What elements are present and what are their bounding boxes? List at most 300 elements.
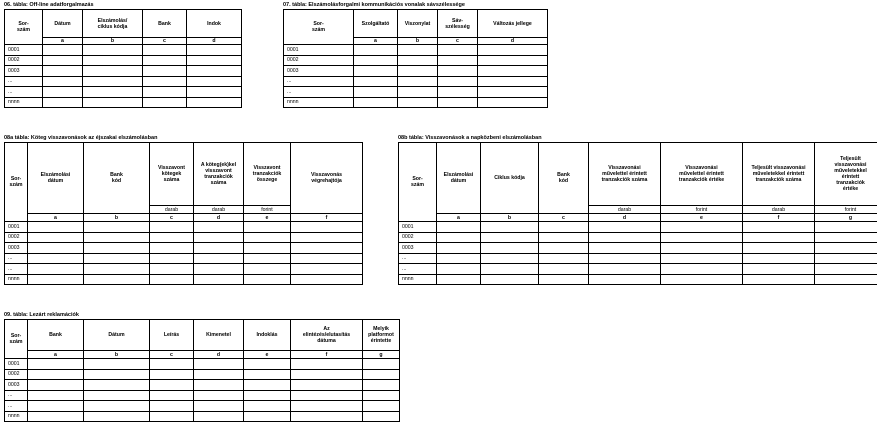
row-number: 0003	[5, 66, 43, 77]
column-header: Kimenetel	[194, 320, 244, 351]
table-row	[5, 264, 363, 275]
data-cell[interactable]	[354, 87, 398, 98]
column-letter: e	[244, 351, 291, 359]
sorszam-header: Sor- szám	[399, 143, 437, 222]
data-cell[interactable]	[84, 264, 150, 275]
data-cell[interactable]	[539, 243, 589, 254]
row-number: 0001	[5, 222, 28, 233]
table-row	[284, 66, 548, 77]
data-cell[interactable]	[438, 87, 478, 98]
row-number: ...	[5, 87, 43, 98]
data-cell[interactable]	[291, 380, 363, 391]
data-cell[interactable]	[743, 232, 815, 243]
column-header: Teljesült visszavonási műveletekkel érintett tranzakciók értéke	[815, 143, 877, 206]
column-letter: b	[84, 214, 150, 222]
table-08a-title: 08a tábla: Köteg visszavonások az éjszakai elszámolásban	[4, 135, 158, 141]
table-07-title: 07. tábla: Elszámolásforgalmi kommunikációs vonalak sávszélessége	[283, 2, 465, 8]
table-row	[284, 45, 548, 56]
data-cell[interactable]	[478, 66, 548, 77]
data-cell[interactable]	[28, 369, 84, 380]
sorszam-header: Sor- szám	[5, 143, 28, 222]
data-cell[interactable]	[437, 264, 481, 275]
row-number: ...	[399, 253, 437, 264]
row-number: ...	[5, 401, 28, 412]
table-08b-title: 08b tábla: Visszavonások a napközbeni elszámolásban	[398, 135, 542, 141]
column-letter: e	[244, 214, 291, 222]
data-cell[interactable]	[28, 390, 84, 401]
data-cell[interactable]	[43, 55, 83, 66]
table-row	[5, 66, 242, 77]
data-cell[interactable]	[363, 380, 400, 391]
data-cell[interactable]	[150, 274, 194, 285]
unit-label: darab	[194, 206, 244, 214]
data-cell[interactable]	[28, 401, 84, 412]
row-number: 0001	[399, 222, 437, 233]
data-cell[interactable]	[83, 45, 143, 56]
unit-label: forint	[661, 206, 743, 214]
data-cell[interactable]	[354, 97, 398, 108]
data-cell[interactable]	[43, 76, 83, 87]
data-cell[interactable]	[354, 45, 398, 56]
data-cell[interactable]	[187, 45, 242, 56]
column-header: Az elintézés/elutasítás dátuma	[291, 320, 363, 351]
column-letter: a	[28, 351, 84, 359]
table-row	[399, 264, 877, 275]
data-cell[interactable]	[438, 76, 478, 87]
column-letter: c	[150, 214, 194, 222]
data-cell[interactable]	[815, 243, 877, 254]
data-cell[interactable]	[478, 45, 548, 56]
row-number: nnnn	[5, 274, 28, 285]
data-cell[interactable]	[478, 76, 548, 87]
data-cell[interactable]	[83, 87, 143, 98]
data-cell[interactable]	[150, 232, 194, 243]
sorszam-header: Sor- szám	[5, 10, 43, 45]
data-cell[interactable]	[398, 66, 438, 77]
row-number: 0003	[5, 380, 28, 391]
row-number: ...	[5, 390, 28, 401]
data-cell[interactable]	[194, 380, 244, 391]
data-cell[interactable]	[83, 76, 143, 87]
column-letter: d	[194, 351, 244, 359]
data-cell[interactable]	[354, 66, 398, 77]
data-cell[interactable]	[28, 243, 84, 254]
data-cell[interactable]	[354, 76, 398, 87]
column-letter: b	[481, 214, 539, 222]
data-cell[interactable]	[539, 253, 589, 264]
data-cell[interactable]	[363, 369, 400, 380]
column-letter: a	[437, 214, 481, 222]
column-header: Bank	[28, 320, 84, 351]
table-06-title: 06. tábla: Off-line adatforgalmazás	[4, 2, 94, 8]
table-row	[284, 55, 548, 66]
data-cell[interactable]	[143, 66, 187, 77]
table-row	[399, 222, 877, 233]
data-cell[interactable]	[291, 369, 363, 380]
data-cell[interactable]	[398, 97, 438, 108]
data-cell[interactable]	[743, 222, 815, 233]
data-cell[interactable]	[84, 253, 150, 264]
column-header: A köteg(ek)kel visszavont tranzakciók száma	[194, 143, 244, 206]
column-header: Elszámolási dátum	[28, 143, 84, 214]
data-cell[interactable]	[244, 222, 291, 233]
t08b-grid	[398, 142, 877, 285]
row-number: ...	[284, 87, 354, 98]
data-cell[interactable]	[398, 45, 438, 56]
data-cell[interactable]	[143, 55, 187, 66]
column-header: Indok	[187, 10, 242, 38]
data-cell[interactable]	[244, 253, 291, 264]
data-cell[interactable]	[244, 274, 291, 285]
data-cell[interactable]	[815, 274, 877, 285]
data-cell[interactable]	[28, 222, 84, 233]
column-letter: c	[143, 38, 187, 45]
data-cell[interactable]	[43, 87, 83, 98]
row-number: 0001	[284, 45, 354, 56]
table-row	[5, 87, 242, 98]
data-cell[interactable]	[187, 66, 242, 77]
data-cell[interactable]	[28, 253, 84, 264]
unit-label: darab	[743, 206, 815, 214]
data-cell[interactable]	[244, 401, 291, 412]
data-cell[interactable]	[398, 55, 438, 66]
data-cell[interactable]	[589, 274, 661, 285]
data-cell[interactable]	[743, 274, 815, 285]
column-header: Melyik platformot érintette	[363, 320, 400, 351]
data-cell[interactable]	[28, 380, 84, 391]
row-number: 0001	[5, 359, 28, 370]
column-letter: d	[194, 214, 244, 222]
data-cell[interactable]	[194, 243, 244, 254]
column-letter: d	[589, 214, 661, 222]
column-letter: b	[83, 38, 143, 45]
table-row	[5, 274, 363, 285]
data-cell[interactable]	[539, 222, 589, 233]
row-number: ...	[284, 76, 354, 87]
column-header: Indoklás	[244, 320, 291, 351]
row-number: nnnn	[399, 274, 437, 285]
data-cell[interactable]	[28, 264, 84, 275]
column-header: Viszonylat	[398, 10, 438, 38]
t06-grid	[4, 9, 242, 108]
data-cell[interactable]	[194, 222, 244, 233]
row-number: 0003	[5, 243, 28, 254]
t08a-grid	[4, 142, 363, 285]
data-cell[interactable]	[84, 232, 150, 243]
unit-label: forint	[815, 206, 877, 214]
column-header: Visszavonás végrehajtója	[291, 143, 363, 214]
table-row	[399, 232, 877, 243]
column-header: Szolgáltató	[354, 10, 398, 38]
data-cell[interactable]	[815, 222, 877, 233]
table-row	[5, 222, 363, 233]
data-cell[interactable]	[187, 55, 242, 66]
table-row	[399, 243, 877, 254]
table-row	[5, 380, 400, 391]
row-number: 0002	[399, 232, 437, 243]
data-cell[interactable]	[187, 97, 242, 108]
data-cell[interactable]	[354, 55, 398, 66]
column-letter: a	[28, 214, 84, 222]
data-cell[interactable]	[83, 97, 143, 108]
data-cell[interactable]	[84, 380, 150, 391]
unit-label: darab	[589, 206, 661, 214]
column-letter: d	[478, 38, 548, 45]
column-header: Ciklus kódja	[481, 143, 539, 214]
table-row	[5, 55, 242, 66]
column-header: Változás jellege	[478, 10, 548, 38]
data-cell[interactable]	[291, 253, 363, 264]
column-header: Dátum	[84, 320, 150, 351]
table-row	[5, 401, 400, 412]
row-number: 0002	[284, 55, 354, 66]
column-letter: f	[291, 214, 363, 222]
data-cell[interactable]	[194, 264, 244, 275]
data-cell[interactable]	[194, 232, 244, 243]
data-cell[interactable]	[150, 222, 194, 233]
data-cell[interactable]	[187, 76, 242, 87]
data-cell[interactable]	[244, 369, 291, 380]
row-number: 0003	[284, 66, 354, 77]
data-cell[interactable]	[539, 274, 589, 285]
table-09-title: 09. tábla: Lezárt reklamációk	[4, 312, 79, 318]
column-letter: c	[150, 351, 194, 359]
column-letter: a	[354, 38, 398, 45]
data-cell[interactable]	[84, 369, 150, 380]
data-cell[interactable]	[291, 222, 363, 233]
column-letter: g	[363, 351, 400, 359]
data-cell[interactable]	[150, 243, 194, 254]
column-header: Elszámolási dátum	[437, 143, 481, 214]
data-cell[interactable]	[194, 253, 244, 264]
data-cell[interactable]	[363, 401, 400, 412]
table-row	[284, 76, 548, 87]
data-cell[interactable]	[291, 243, 363, 254]
table-row	[5, 253, 363, 264]
table-row	[5, 232, 363, 243]
data-cell[interactable]	[244, 411, 291, 422]
column-header: Bank	[143, 10, 187, 38]
row-number: ...	[399, 264, 437, 275]
data-cell[interactable]	[194, 274, 244, 285]
column-header: Dátum	[43, 10, 83, 38]
row-number: 0002	[5, 55, 43, 66]
data-cell[interactable]	[363, 411, 400, 422]
data-cell[interactable]	[743, 253, 815, 264]
data-cell[interactable]	[481, 253, 539, 264]
data-cell[interactable]	[150, 359, 194, 370]
data-cell[interactable]	[398, 76, 438, 87]
table-row	[5, 243, 363, 254]
data-cell[interactable]	[194, 411, 244, 422]
data-cell[interactable]	[291, 411, 363, 422]
data-cell[interactable]	[398, 87, 438, 98]
data-cell[interactable]	[83, 66, 143, 77]
data-cell[interactable]	[438, 55, 478, 66]
table-row	[5, 369, 400, 380]
data-cell[interactable]	[244, 232, 291, 243]
data-cell[interactable]	[661, 274, 743, 285]
data-cell[interactable]	[437, 243, 481, 254]
sorszam-header: Sor- szám	[284, 10, 354, 45]
column-letter: g	[815, 214, 877, 222]
data-cell[interactable]	[150, 369, 194, 380]
data-cell[interactable]	[150, 264, 194, 275]
row-number: ...	[5, 253, 28, 264]
data-cell[interactable]	[815, 232, 877, 243]
data-cell[interactable]	[363, 359, 400, 370]
column-header: Visszavonási művelettel érintett tranzakciók értéke	[661, 143, 743, 206]
data-cell[interactable]	[539, 232, 589, 243]
data-cell[interactable]	[743, 264, 815, 275]
column-letter: b	[84, 351, 150, 359]
data-cell[interactable]	[84, 274, 150, 285]
table-row	[399, 274, 877, 285]
data-cell[interactable]	[661, 243, 743, 254]
table-row	[5, 76, 242, 87]
data-cell[interactable]	[661, 232, 743, 243]
row-number: nnnn	[284, 97, 354, 108]
sorszam-header: Sor- szám	[5, 320, 28, 359]
data-cell[interactable]	[291, 359, 363, 370]
data-cell[interactable]	[84, 401, 150, 412]
data-cell[interactable]	[291, 264, 363, 275]
data-cell[interactable]	[244, 243, 291, 254]
data-cell[interactable]	[143, 97, 187, 108]
table-row	[5, 359, 400, 370]
data-cell[interactable]	[194, 369, 244, 380]
column-header: Leírás	[150, 320, 194, 351]
data-cell[interactable]	[661, 264, 743, 275]
data-cell[interactable]	[244, 359, 291, 370]
row-number: ...	[5, 264, 28, 275]
data-cell[interactable]	[481, 243, 539, 254]
data-cell[interactable]	[43, 66, 83, 77]
data-cell[interactable]	[28, 359, 84, 370]
row-number: nnnn	[5, 97, 43, 108]
data-cell[interactable]	[481, 264, 539, 275]
t09-grid	[4, 319, 400, 422]
column-header: Visszavont kötegek száma	[150, 143, 194, 206]
data-cell[interactable]	[244, 390, 291, 401]
data-cell[interactable]	[194, 359, 244, 370]
data-cell[interactable]	[437, 222, 481, 233]
table-row	[399, 253, 877, 264]
table-row	[5, 411, 400, 422]
row-number: 0002	[5, 232, 28, 243]
column-letter: c	[539, 214, 589, 222]
data-cell[interactable]	[291, 232, 363, 243]
data-cell[interactable]	[539, 264, 589, 275]
data-cell[interactable]	[150, 401, 194, 412]
column-header: Bank kód	[84, 143, 150, 214]
data-cell[interactable]	[478, 87, 548, 98]
data-cell[interactable]	[589, 253, 661, 264]
row-number: 0002	[5, 369, 28, 380]
data-cell[interactable]	[43, 45, 83, 56]
column-header: Teljesült visszavonási műveletekkel érintett tranzakciók száma	[743, 143, 815, 206]
data-cell[interactable]	[815, 253, 877, 264]
data-cell[interactable]	[43, 97, 83, 108]
data-cell[interactable]	[437, 232, 481, 243]
data-cell[interactable]	[661, 253, 743, 264]
data-cell[interactable]	[150, 253, 194, 264]
column-letter: f	[291, 351, 363, 359]
data-cell[interactable]	[478, 97, 548, 108]
data-cell[interactable]	[589, 222, 661, 233]
t07-grid	[283, 9, 548, 108]
row-number: 0003	[399, 243, 437, 254]
data-cell[interactable]	[437, 253, 481, 264]
data-cell[interactable]	[83, 55, 143, 66]
column-header: Visszavont tranzakciók összege	[244, 143, 291, 206]
column-letter: d	[187, 38, 242, 45]
unit-label: darab	[150, 206, 194, 214]
column-header: Elszámolás/ ciklus kódja	[83, 10, 143, 38]
data-cell[interactable]	[478, 55, 548, 66]
data-cell[interactable]	[84, 243, 150, 254]
column-letter: c	[438, 38, 478, 45]
data-cell[interactable]	[291, 274, 363, 285]
data-cell[interactable]	[481, 222, 539, 233]
data-cell[interactable]	[589, 243, 661, 254]
data-cell[interactable]	[291, 390, 363, 401]
data-cell[interactable]	[84, 411, 150, 422]
data-cell[interactable]	[437, 274, 481, 285]
data-cell[interactable]	[194, 401, 244, 412]
data-cell[interactable]	[438, 97, 478, 108]
data-cell[interactable]	[28, 411, 84, 422]
data-cell[interactable]	[28, 274, 84, 285]
data-cell[interactable]	[143, 87, 187, 98]
unit-label: forint	[244, 206, 291, 214]
data-cell[interactable]	[589, 264, 661, 275]
data-cell[interactable]	[363, 390, 400, 401]
data-cell[interactable]	[150, 390, 194, 401]
data-cell[interactable]	[244, 264, 291, 275]
data-cell[interactable]	[743, 243, 815, 254]
table-row	[284, 97, 548, 108]
table-row	[5, 97, 242, 108]
data-cell[interactable]	[661, 222, 743, 233]
data-cell[interactable]	[84, 359, 150, 370]
data-cell[interactable]	[481, 232, 539, 243]
data-cell[interactable]	[143, 76, 187, 87]
table-row	[284, 87, 548, 98]
data-cell[interactable]	[28, 232, 84, 243]
data-cell[interactable]	[187, 87, 242, 98]
data-cell[interactable]	[150, 380, 194, 391]
data-cell[interactable]	[84, 222, 150, 233]
row-number: 0001	[5, 45, 43, 56]
data-cell[interactable]	[815, 264, 877, 275]
data-cell[interactable]	[589, 232, 661, 243]
data-cell[interactable]	[150, 411, 194, 422]
data-cell[interactable]	[438, 45, 478, 56]
table-row	[5, 390, 400, 401]
data-cell[interactable]	[143, 45, 187, 56]
table-row	[5, 45, 242, 56]
column-header: Visszavonási művelettel érintett tranzakciók száma	[589, 143, 661, 206]
data-cell[interactable]	[84, 390, 150, 401]
data-cell[interactable]	[438, 66, 478, 77]
data-cell[interactable]	[481, 274, 539, 285]
column-letter: a	[43, 38, 83, 45]
data-cell[interactable]	[291, 401, 363, 412]
data-cell[interactable]	[244, 380, 291, 391]
column-letter: b	[398, 38, 438, 45]
data-cell[interactable]	[194, 390, 244, 401]
